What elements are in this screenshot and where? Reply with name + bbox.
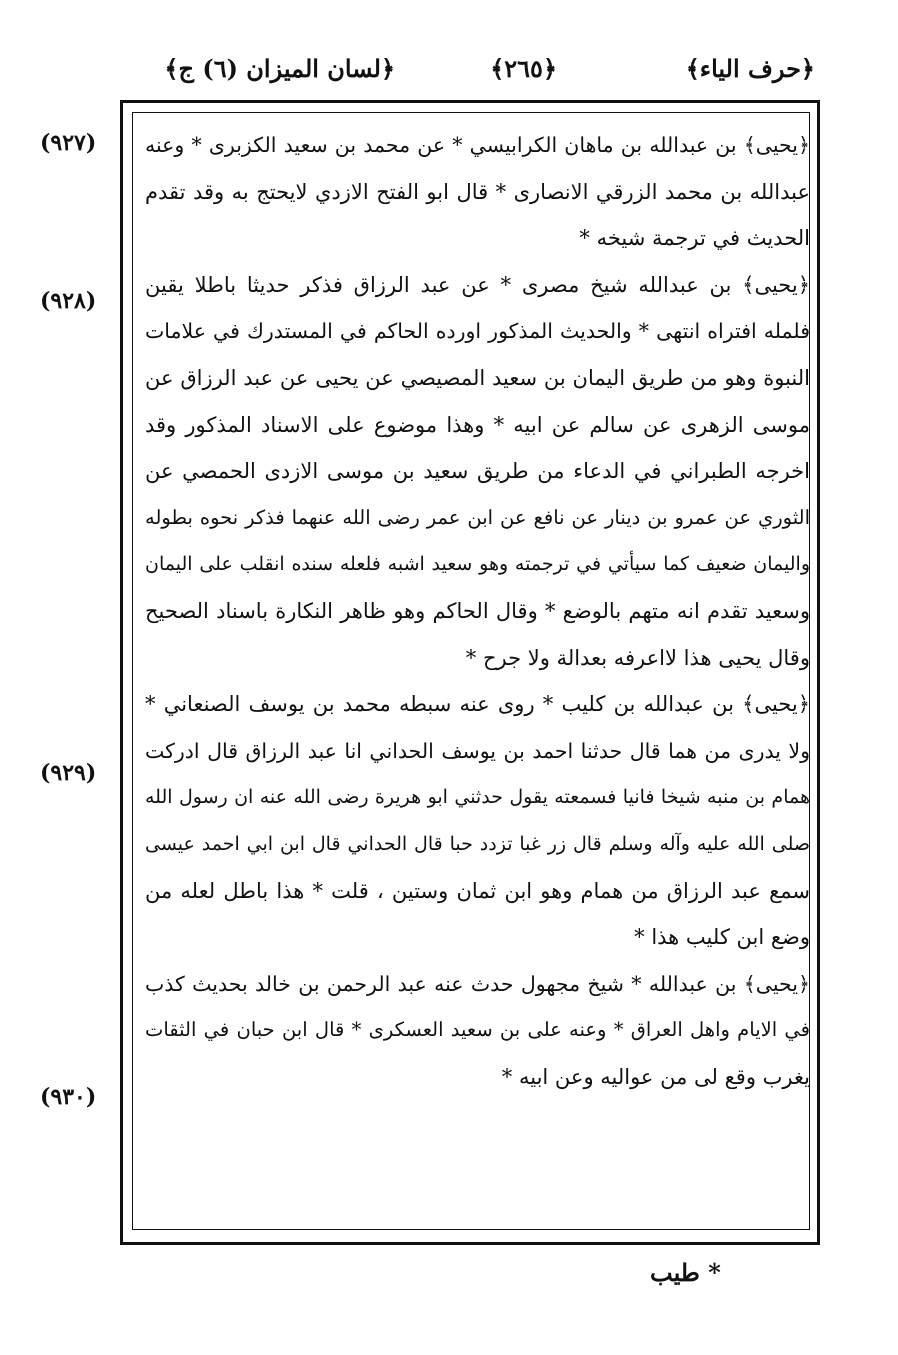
text-line: يغرب وقع لى من عواليه وعن ابيه * (501, 1064, 810, 1089)
entry-number: (٩٢٩) (40, 760, 97, 786)
text-line: واليمان ضعيف كما سيأتي في ترجمته وهو سعيد اشبه فلعله سنده انقلب على اليمان (145, 553, 810, 576)
page-body (145, 122, 810, 1100)
text-line: اخرجه الطبراني في الدعاء من طريق سعيد بن موسى الازدى الحمصي عن (145, 459, 810, 484)
catchword: * طيب (650, 1258, 721, 1287)
text-line: الحديث في ترجمة شيخه * (579, 226, 810, 251)
text-line: همام بن منبه شيخا فانيا فسمعته يقول حدثني ابو هريرة رضى الله عنه ان رسول الله (145, 786, 810, 809)
text-line: عبدالله بن محمد الزرقي الانصارى * قال ابو الفتح الازدي لايحتج به وقد تقدم (145, 179, 810, 204)
text-line: ﴿يحيى﴾ بن عبدالله شيخ مصرى * عن عبد الرزاق فذكر حديثا باطلا يقين (145, 272, 810, 297)
entry-number: (٩٣٠) (40, 1084, 97, 1110)
entry-number: (٩٢٧) (40, 130, 97, 156)
header-book-title: ﴿لسان الميزان (٦) ج﴾ (164, 54, 395, 83)
text-line: صلى الله عليه وآله وسلم قال زر غبا تزدد حبا قال الحداني قال ابن ابي احمد عيسى (145, 832, 810, 855)
text-line: ﴿يحيى﴾ بن عبدالله بن ماهان الكرابيسي * عن محمد بن سعيد الكزبرى * وعنه (145, 133, 810, 157)
text-line: ﴿يحيى﴾ بن عبدالله * شيخ مجهول حدث عنه عبد الرحمن بن خالد بحديث كذب (145, 971, 810, 996)
text-line: ﴿يحيى﴾ بن عبدالله بن كليب * روى عنه سبطه محمد بن يوسف الصنعاني * (145, 692, 810, 717)
text-line: وضع ابن كليب هذا * (634, 925, 810, 950)
text-line: فلمله افتراه انتهى * والحديث المذكور اورده الحاكم في المستدرك في علامات (145, 319, 810, 344)
page-header (150, 48, 815, 98)
text-line: موسى الزهرى عن سالم عن ابيه * وهذا موضوع على الاسناد المذكور وقد (145, 412, 810, 437)
text-line: سمع عبد الرزاق من همام وهو ابن ثمان وستين ، قلت * هذا باطل لعله من (145, 878, 810, 903)
text-line: وسعيد تقدم انه متهم بالوضع * وقال الحاكم وهو ظاهر النكارة باسناد الصحيح (145, 598, 810, 623)
text-line: في الايام واهل العراق * وعنه على بن سعيد العسكرى * قال ابن حبان في الثقات (145, 1018, 810, 1042)
text-line: النبوة وهو من طريق اليمان بن سعيد المصيصي عن يحيى عن عبد الرزاق عن (145, 365, 810, 390)
text-line: وقال يحيى هذا لااعرفه بعدالة ولا جرح * (465, 645, 810, 670)
header-chapter-title: ﴿حرف الياء﴾ (685, 54, 815, 83)
entry-number: (٩٢٨) (40, 288, 97, 314)
text-line: ولا يدرى من هما قال حدثنا احمد بن يوسف الحداني انا عبد الرزاق قال ادركت (145, 738, 810, 763)
text-line: الثوري عن عمرو بن دينار عن نافع عن ابن عمر رضى الله عنهما فذكر نحوه بطوله (145, 505, 810, 529)
header-page-number: ﴿٢٦٥﴾ (490, 54, 557, 83)
